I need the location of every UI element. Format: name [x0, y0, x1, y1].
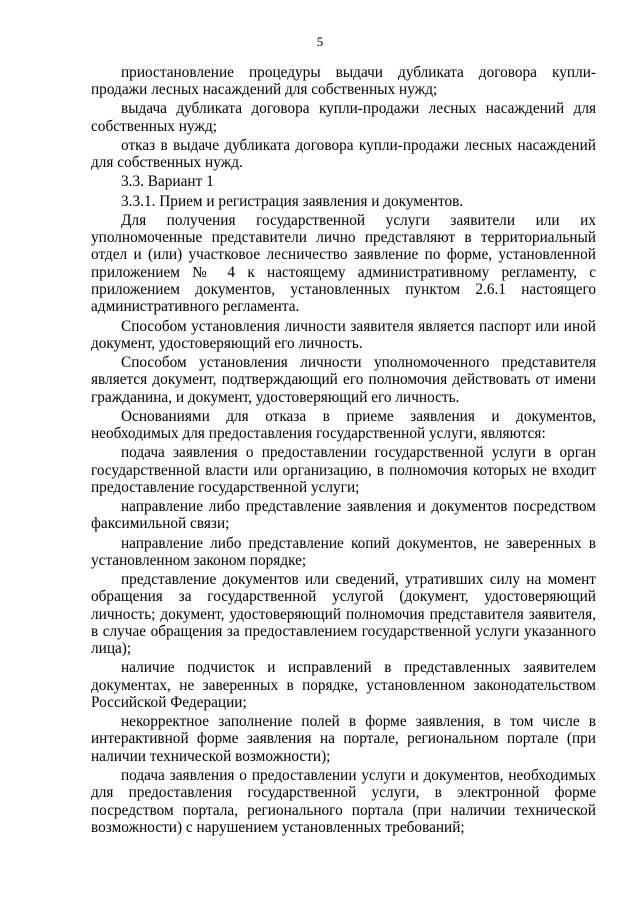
list-item: наличие подчисток и исправлений в представленных заявителем документах, не заверенных в порядке, установленном законодательством Российской Федерации;: [91, 659, 596, 711]
paragraph: отказ в выдаче дубликата договора купли-продажи лесных насаждений для собственных нужд.: [91, 136, 596, 172]
paragraph: выдача дубликата договора купли-продажи лесных насаждений для собственных нужд;: [91, 100, 596, 135]
page-number: 5: [316, 34, 324, 49]
paragraph: приостановление процедуры выдачи дубликата договора купли-продажи лесных насаждений для собственных нужд;: [91, 64, 596, 99]
list-item: представление документов или сведений, утративших силу на момент обращения за государственной услугой (документ, удостоверяющий личность; документ, удостоверяющий полномочия представителя заявителя, в случае обращения за предоставлением государственной услуги указанного лица);: [91, 571, 596, 658]
list-item: направление либо представление заявления и документов посредством факсимильной связи;: [91, 498, 596, 533]
paragraph: Способом установления личности заявителя является паспорт или иной документ, удостоверяющий его личность.: [91, 317, 596, 352]
subsection-heading: 3.3.1. Прием и регистрация заявления и документов.: [121, 192, 464, 210]
paragraph: Для получения государственной услуги заявители или их уполномоченные представители лично представляют в территориальный отдел и (или) участковое лесничество заявление по форме, установленной приложением № 4 к настоящему административному регламенту, с приложением документов, установленных пунктом 2.6.1 настоящего административного регламента.: [91, 211, 596, 316]
paragraph: Основаниями для отказа в приеме заявления и документов, необходимых для предоставления государственной услуги, являются:: [91, 407, 596, 443]
section-heading: 3.3. Вариант 1: [121, 173, 214, 191]
list-item: подача заявления о предоставлении услуги и документов, необходимых для предоставления государственной услуги, в электронной форме посредством портала, регионального портала (при наличии технической возможности) с нарушением установленных требований;: [91, 766, 596, 836]
list-item: направление либо представление копий документов, не заверенных в установленном законом порядке;: [91, 534, 596, 569]
document-body: [91, 64, 596, 838]
list-item: подача заявления о предоставлении государственной услуги в орган государственной власти или организацию, в полномочия которых не входит предоставление государственной услуги;: [91, 444, 596, 496]
paragraph: Способом установления личности уполномоченного представителя является документ, подтверждающий его полномочия действовать от имени гражданина, и документ, удостоверяющий его личность.: [91, 353, 596, 406]
list-item: некорректное заполнение полей в форме заявления, в том числе в интерактивной форме заявления на портале, региональном портале (при наличии технической возможности);: [91, 713, 596, 765]
